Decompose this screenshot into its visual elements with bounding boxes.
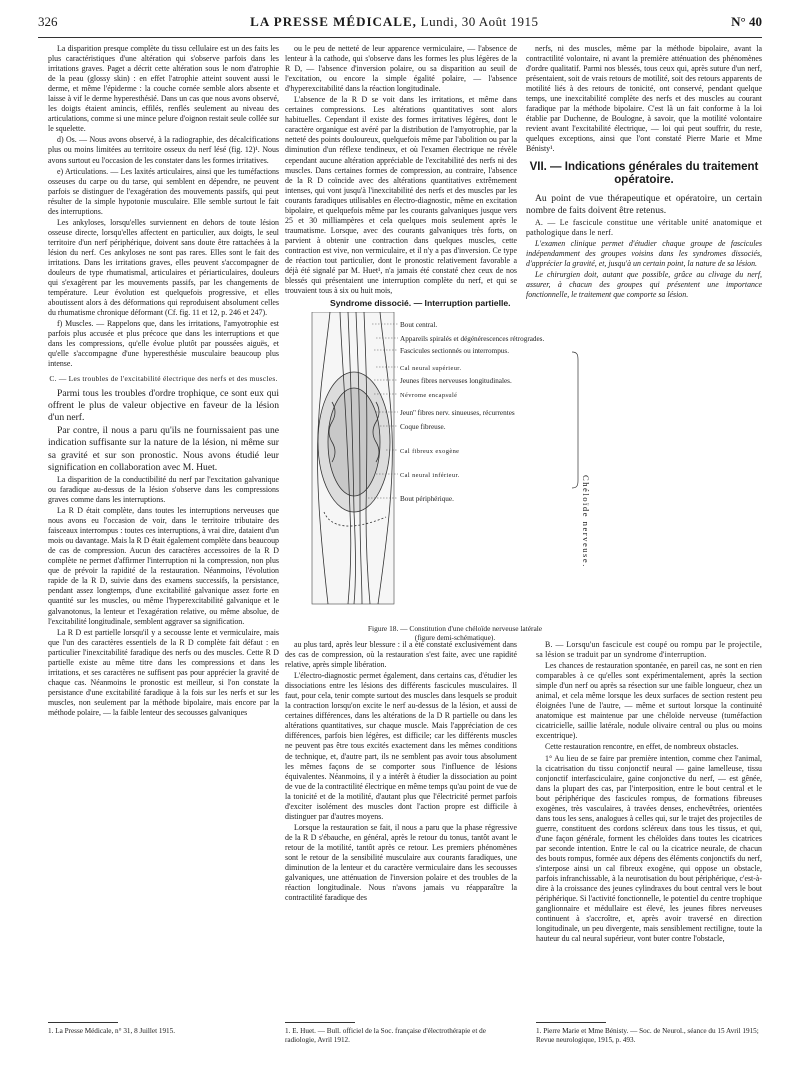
paragraph: B. — Lorsqu'un fascicule est coupé ou rompu par le projectile, sa lésion se traduit par un syndrome d'interruption. [536, 640, 762, 660]
footnote-rule-3 [536, 1022, 606, 1023]
label-fascicules-sectionnes: Fascicules sectionnés ou interrompus. [400, 347, 509, 355]
footnote-rule-1 [48, 1022, 118, 1023]
column-2-top [285, 44, 517, 340]
journal-name: LA PRESSE MÉDICALE, [250, 14, 417, 29]
paragraph: Parmi tous les troubles d'ordre trophique, ce sont eux qui offrent le plus de valeur objective en faveur de la lésion d'un nerf. [48, 387, 279, 423]
paragraph: Lorsque la restauration se fait, il nous a paru que la phase régressive de la R D s'ébauche, en général, après le retour du tonus, tantôt avant le retour de la motilité, tantôt après ce retour. Les premiers phénomènes sont le retour de la sensibilité musculaire aux courants faradiques, une diminution de la lenteur et du caractère vermiculaire dans les secousses galvaniques, une atténuation de l'inversion polaire et des troubles de la réaction longitudinale. Nous n'avons jamais vu réapparaître la contractilité faradique des [285, 822, 517, 903]
section-heading: C. — Les troubles de l'excitabilité électrique des nerfs et des muscles. [49, 373, 278, 383]
section-heading-vii: VII. — Indications générales du traitement opératoire. [529, 160, 759, 186]
label-jeunes-fibres: Jeunes fibres nerveuses longitudinales. [400, 377, 512, 385]
label-appareils-spirales: Appareils spiralés et dégénérescences rétrogrades. [400, 335, 545, 343]
paragraph: La disparition de la conductibilité du nerf par l'excitation galvanique ou faradique au-dessus de la lésion s'observe dans les compressions graves comme dans les interruptions. [48, 474, 279, 505]
label-cal-neural-inferieur: Cal neural inférieur. [400, 472, 460, 479]
page-number: 326 [38, 14, 58, 29]
footnote-rule-2 [285, 1022, 355, 1023]
column-3-top [526, 44, 762, 634]
paragraph: ou le peu de netteté de leur apparence vermiculaire, — l'absence de lenteur à la cathode, qui s'observe dans les formes les plus légères de la R D, — l'absence d'inversion polaire, ou sa disparition au seuil de l'excitation, ou encore la simple égalité polaire, — l'absence d'hyperexcitabilité dans la réaction longitudinale. [285, 44, 517, 94]
paragraph: A. — Le fascicule constitue une véritable unité anatomique et pathologique dans le nerf. [526, 217, 762, 237]
paragraph: Les ankyloses, lorsqu'elles surviennent en dehors de toute lésion osseuse directe, lorsqu'elles affectent en particulier, aux doigts, le seul territoire d'un nerf périphérique, doivent sans doute être rattachées à la lésion du nerf. Ces ankyloses ne sont pas rares. Elles sont le fait des irritations. Dans les irritations graves, elles peuvent s'accompagner de douleurs de type rhumatismal, articulaires et périarticulaires, douleurs qui s'exagèrent par les mouvements passifs, par les changements de température. Leur évolution est quelquefois progressive, et elles aboutissent alors à des déformations qui reproduisent absolument celles du rhumatisme chronique déformant (Cf. fig. 11 et 12, p. 246 et 247). [48, 217, 279, 318]
paragraph: La R D était complète, dans toutes les interruptions nerveuses que nous avons eu l'occasion de voir, dans le territoire tributaire des faisceaux interrompus : toutes ces interruptions, à vrai dire, dataient d'un mois ou davantage. Mais la R D était également complète dans beaucoup de cas de compression. Aucun des caractères accessoires de la R D complète ne permet d'affirmer l'interruption ni la compression, non plus que de prévoir la rapidité de la restauration. Néanmoins, l'évolution rapide de la R D, suivie dans des examens successifs, la persistance, pendant assez longtemps, d'une excitabilité galvanique assez forte en quantité sur les muscles, ou même l'hyperexcitabilité galvanique et le galvanotonus, la lenteur et l'exagération relative, ou même absolue, de l'excitabilité longitudinale, semblent aggraver sa signification. [48, 506, 279, 626]
paragraph: Par contre, il nous a paru qu'ils ne fournissaient pas une indication suffisante sur la nature de la lésion, ni même sur sa gravité et sur son pronostic. Nous avons étudié leur signification en collaboration avec M. Huet. [48, 425, 279, 473]
label-bout-peripherique: Bout périphérique. [400, 495, 454, 503]
column-2-bottom [285, 640, 517, 1020]
paragraph: L'examen clinique permet d'étudier chaque groupe de fascicules indépendamment des groupes voisins dans les syndromes dissociés, d'apprécier la gravité, et, jusqu'à un certain point, la nature de sa lésion. [526, 239, 762, 269]
caption-line-2: (figure demi-schématique). [414, 633, 496, 642]
paragraph: La disparition presque complète du tissu cellulaire est un des faits les plus caractéristiques d'une altération qui s'observe parfois dans les irritations graves. Paget a décrit cette altération sous le nom d'atrophie de la peau (glossy skin) : en effet l'atrophie atteint souvent aussi le derme, et même l'épiderme : la couche cornée semble alors absente et laisse à vif le derme hyperesthésié. Dans un cas que nous avons observé, les doigts étaient amincis, effilés, renflés seulement au niveau des articulations, comme si une mince pelure d'oignon restait seule collée sur le squelette. [48, 44, 279, 134]
issue-number: N° 40 [731, 14, 762, 29]
label-cal-neural-superieur: Cal neural supérieur. [400, 365, 462, 372]
paragraph: f) Muscles. — Rappelons que, dans les irritations, l'amyotrophie est parfois plus accusée et plus précoce que dans les interruptions et que dans les compressions, qu'elle évolue plutôt par poussées aiguës, et qu'elle s'accompagne d'une hyperesthésie musculaire beaucoup plus intense. [48, 319, 279, 369]
keloid-side-label: Chéloïde nerveuse. [581, 475, 591, 568]
footnote-col-2: 1. E. Huet. — Bull. officiel de la Soc. française d'électrothérapie et de radiologie, Avril 1912. [285, 1027, 486, 1044]
paragraph: au plus tard, après leur blessure : il a été constaté exclusivement dans des cas de compression, où la restauration s'est faite, avec une rapidité relative, après simple libération. [285, 640, 517, 670]
paragraph: Au point de vue thérapeutique et opératoire, un certain nombre de faits doivent être retenus. [526, 192, 762, 216]
figure-title: Syndrome dissocié. — Interruption partielle. [330, 298, 511, 308]
figure-labels [400, 321, 544, 503]
caption-line-1: Figure 18. — Constitution d'une chéloïde nerveuse latérale [367, 624, 543, 633]
footnote-col-1: 1. La Presse Médicale, n° 31, 8 Juillet 1915. [48, 1027, 176, 1035]
paragraph: 1° Au lieu de se faire par première intention, comme chez l'animal, la cicatrisation du tissu conjonctif neural — gaine lamelleuse, tissu conjonctif interfasciculaire, gaine conjonctive du nerf, — est gênée, dans la plupart des cas, par l'interposition, entre le bout central et le bout périphérique des fascicules rompus, de formations fibreuses exogènes, très vasculaires, à travées denses, enchevêtrées, orientées dans tous les sens, analogues à celles qui, sur le trajet des projectiles de guerre, constituent des cordons scléreux dans tous les tissus, et qui, d'une façon générale, forment les chéloïdes dans toutes les cicatrices par seconde intention. Entre le cal ou la cicatrice neurale, de chacun des bouts rompus, formée aux dépens des éléments conjonctifs du nerf, s'interpose ainsi un cal fibreux exogène, qui oppose un obstacle, parfois infranchissable, à la neurotisation du bout périphérique, c'est-à-dire à la croissance des jeunes cylindraxes du bout central vers le bout périphérique. Si l'activité fonctionnelle, le potentiel du centre trophique ganglionnaire et médullaire est élevé, les jeunes fibres nerveuses continuent à s'accroître, et, après avoir traversé en direction longitudinale, un peu divergente, mais sensiblement rectiligne, toute la hauteur du cal neural supérieur, vont buter contre l'obstacle, [536, 753, 762, 944]
label-nevrome: Névrome encapsulé [400, 392, 458, 399]
paragraph: e) Articulations. — Les laxités articulaires, ainsi que les tuméfactions osseuses du carpe ou du tarse, qui semblent en dépendre, ne peuvent parfois se distinguer de l'exagération des mouvements passifs, qui peut résulter de la simple hypotonie musculaire. Elle semble surtout le fait des interruptions. [48, 166, 279, 216]
paragraph: nerfs, ni des muscles, même par la méthode bipolaire, avant la contractilité volontaire, ni avant la première atténuation des phénomènes d'ordre qualitatif. Parmi nos blessés, tous ceux qui, après suture d'un nerf, présentaient, soit de vrais retours de motilité, soit des retours apparents de motilité liés à des retours de tonicité, ont conservé, pendant quelque temps, une inexcitabilité complète des nerfs et des muscles au courant faradique par la méthode bipolaire. C'est là un fait conforme à la loi établie par Duchenne, de Boulogne, à savoir, que la motilité volontaire revient avant l'excitabilité électrique, — loi qui peut souffrir, du reste, quelques exceptions, ainsi que l'ont constaté Pierre Marie et Mme Bénisty¹. [526, 44, 762, 154]
label-fibres-sinueuses: Jeun'' fibres nerv. sinueuses, récurrentes [400, 409, 515, 417]
issue-date: Lundi, 30 Août 1915 [420, 14, 539, 29]
column-1 [48, 44, 279, 1019]
label-cal-fibreux-exogene: Cal fibreux exogène [400, 448, 460, 455]
paragraph: L'absence de la R D se voit dans les irritations, et même dans certaines compressions. Les altérations quantitatives sont alors habituelles. Cependant il existe des formes irritatives légères, dont le caractère organique est avéré par la distribution de l'amyotrophie, par la netteté des points douloureux, quelquefois même par l'abolition ou par la diminution d'un réflexe tendineux, et où l'examen électrique ne révèle cependant aucune altération appréciable de l'excitabilité des nerfs ni des muscles. Dans certaines formes de compression, au contraire, l'absence de la R D coïncide avec des altérations quantitatives extrêmement intenses, qui vont jusqu'à l'inexcitabilité des nerfs et des muscles par les courants faradiques utilisables en électro-diagnostic, même en excitation bipolaire, et quelquefois même par les courants galvaniques jusque vers 25 et 30 milliampères et cela quelques mois seulement après le traumatisme. Lorsque, avec des courants galvaniques très forts, on parvient à obtenir une contraction dans quelques muscles, cette contraction est vive, non vermiculaire, et il n'y a pas d'inversion. Ce type de réaction tout particulier, dont le pronostic relativement favorable a déjà été signalé par M. Huet¹, n'a jamais été constaté chez ceux de nos blessés qui présentaient une interruption complète du nerf, et qui se trouvaient tous à six ou huit mois, [285, 95, 517, 296]
header-rule [38, 37, 762, 38]
paragraph: L'électro-diagnostic permet également, dans certains cas, d'étudier les dissociations entre les lésions des différents fascicules musculaires. Il faut, pour cela, tenir compte surtout des muscles dans lesquels se produit la contraction lorsqu'on excite le nerf au-dessus de la lésion, et aussi de certaines différences, dans les altérations de la D R partielle ou dans les altérations quantitatives, sur chaque muscle. Mais l'appréciation de ces différences, parfois bien légères, est difficile; car les différents muscles ne peuvent pas être tous excités exactement dans les mêmes conditions de technique, et, d'autre part, ils ne semblent pas avoir tous absolument les mêmes façons de se comporter sous l'influence de lésions équivalentes. Néanmoins, il y a intérêt à étudier la dissociation au point de vue de la contractilité électrique en même temps qu'au point de vue de la tonicité et de la motilité, d'autant plus que l'électricité permet parfois d'exciter isolément des muscles dont l'action propre est difficile à distinguer par d'autres moyens. [285, 671, 517, 821]
label-bout-central: Bout central. [400, 321, 438, 329]
paragraph: Les chances de restauration spontanée, en pareil cas, ne sont en rien comparables à ce qu'elles sont expérimentalement, après la section simple d'un nerf ou après sa résection sur une faible longueur, chez un animal, et cela même lorsque les deux surfaces de section restent peu éloignées l'une de l'autre, — même et surtout lorsque la continuité anatomique est maintenue par une chéloïde nerveuse (tuméfaction cicatricielle, saillie latérale, nodule olivaire central ou plus ou moins excentrique). [536, 661, 762, 741]
column-3-bottom [536, 640, 762, 1020]
paragraph: La R D est partielle lorsqu'il y a secousse lente et vermiculaire, mais que l'un des caractères essentiels de la R D complète fait défaut : en particulier l'inexcitabilité faradique des nerfs ou des muscles. Cette R D partielle existe au même titre dans les compressions et dans les irritations, et ses caractères ne suffisent pas pour apprécier la gravité de chaque cas. Néanmoins le pronostic est meilleur, si l'on constate la persistance d'une excitabilité faradique à la fois sur les nerfs et sur les muscles, non seulement par la méthode bipolaire, mais encore par la méthode polaire, — la faible lenteur des secousses galvaniques [48, 627, 279, 717]
paragraph: d) Os. — Nous avons observé, à la radiographie, des décalcifications plus ou moins limitées au territoire osseux du nerf lésé (fig. 12)¹. Nous avons surtout eu l'occasion de les constater dans les formes irritatives. [48, 135, 279, 165]
journal-title [250, 14, 538, 30]
footnote-col-3: 1. Pierre Marie et Mme Bénisty. — Soc. de Neurol., séance du 15 Avril 1915; Revue neurologique, 1915, p. 493. [536, 1027, 759, 1044]
paragraph: Le chirurgien doit, autant que possible, grâce au clivage du nerf, assurer, à chacun des groupes qui présentent une importance fonctionnelle, le traitement que comporte sa lésion. [526, 270, 762, 300]
page-header [38, 14, 762, 36]
label-coque-fibreuse: Coque fibreuse. [400, 423, 446, 431]
paragraph: Cette restauration rencontre, en effet, de nombreux obstacles. [545, 742, 739, 752]
